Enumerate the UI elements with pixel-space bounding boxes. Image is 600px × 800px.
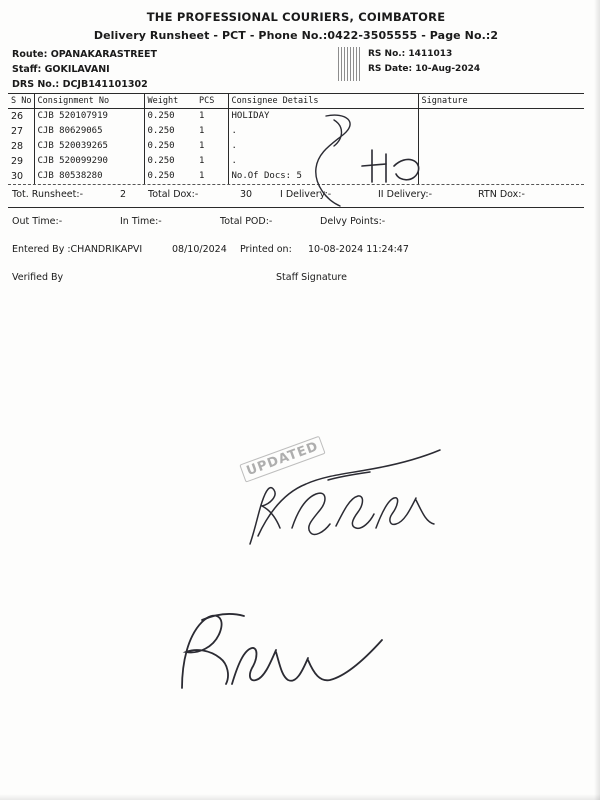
- out-time-label: Out Time:-: [12, 216, 63, 227]
- signature-secondary: [168, 596, 398, 696]
- route-label: Route:: [12, 49, 48, 60]
- verified-by-label: Verified By: [12, 272, 64, 283]
- rs-date-line: [368, 62, 480, 77]
- cell-weight: 0.250: [144, 109, 196, 125]
- cell-consignee: .: [228, 124, 418, 139]
- header-meta: [8, 47, 584, 93]
- staff-value: GOKILAVANI: [44, 64, 110, 75]
- total-runsheet-label: Tot. Runsheet:-: [12, 189, 83, 200]
- cell-weight: 0.250: [144, 139, 196, 154]
- cell-signature: [418, 124, 584, 139]
- cell-sno: 30: [11, 171, 24, 182]
- cell-pcs: 1: [199, 126, 205, 136]
- drs-value: DCJB141101302: [62, 79, 148, 90]
- entered-by-date: 08/10/2024: [172, 244, 227, 255]
- page-subtitle: Delivery Runsheet - PCT - Phone No.:0422-3505555 - Page No.:2: [93, 29, 499, 42]
- table-row: [8, 124, 584, 139]
- table-header-row: [8, 94, 584, 109]
- th-consignee-details: Consignee Details: [228, 94, 418, 109]
- cell-consignee: HOLIDAY: [228, 109, 418, 125]
- th-pcs: PCS: [196, 94, 228, 109]
- cell-sno: 27: [11, 126, 24, 137]
- staff-label: Staff:: [12, 64, 42, 75]
- cell-signature: [418, 139, 584, 154]
- rtn-dox-label: RTN Dox:-: [478, 189, 525, 200]
- printed-on-label: Printed on:: [240, 244, 292, 255]
- cell-pcs: 1: [199, 171, 205, 181]
- verified-row: [8, 272, 584, 290]
- entered-by-label: Entered By :CHANDRIKAPVI: [12, 244, 143, 255]
- i-delivery-label: I Delivery:-: [280, 189, 332, 200]
- total-dox-value: 30: [240, 189, 253, 200]
- cell-consignee: .: [228, 139, 418, 154]
- totals-row: [8, 189, 584, 207]
- drs-line: [12, 77, 157, 92]
- times-row: [8, 216, 584, 234]
- total-runsheet-value: 2: [120, 189, 127, 200]
- updated-stamp: [239, 437, 326, 498]
- th-sno: S No: [8, 94, 34, 109]
- cell-consignment-no: CJB 80629065: [34, 124, 144, 139]
- th-signature: Signature: [418, 94, 584, 109]
- cell-weight: 0.250: [144, 124, 196, 139]
- entered-row: [8, 244, 584, 262]
- divider-solid: [8, 207, 584, 208]
- cell-sno: 29: [11, 156, 24, 167]
- printed-on-value: 10-08-2024 11:24:47: [308, 244, 409, 255]
- cell-weight: 0.250: [144, 154, 196, 169]
- total-pod-label: Total POD:-: [220, 216, 273, 227]
- route-value: OPANAKARASTREET: [50, 49, 158, 60]
- route-line: [12, 47, 157, 62]
- cell-sno: 28: [11, 141, 24, 152]
- cell-consignment-no: CJB 80538280: [34, 169, 144, 184]
- staff-signature-label: Staff Signature: [276, 272, 347, 283]
- cell-sno: 26: [11, 111, 24, 122]
- divider-dashed: [8, 184, 584, 185]
- drs-label: DRS No.:: [12, 79, 60, 90]
- rs-date-label: RS Date:: [368, 64, 413, 74]
- ii-delivery-label: II Delivery:-: [378, 189, 432, 200]
- rs-no-label: RS No.:: [368, 49, 406, 59]
- th-consignment-no: Consignment No: [34, 94, 144, 109]
- cell-consignment-no: CJB 520039265: [34, 139, 144, 154]
- updated-stamp-text: UPDATED: [239, 436, 326, 483]
- cell-pcs: 1: [199, 111, 205, 121]
- table-row: [8, 169, 584, 184]
- rs-no-value: 1411013: [408, 49, 453, 59]
- barcode-smudge: [338, 47, 362, 81]
- cell-signature: [418, 154, 584, 169]
- runsheet-document: [8, 8, 584, 290]
- rs-no-line: [368, 47, 480, 62]
- staff-line: [12, 62, 157, 77]
- runsheet-table: [8, 93, 584, 184]
- docs-count: No.Of Docs: 5: [228, 169, 418, 184]
- cell-consignment-no: CJB 520099290: [34, 154, 144, 169]
- cell-pcs: 1: [199, 141, 205, 151]
- page-title: THE PROFESSIONAL COURIERS, COIMBATORE: [146, 10, 446, 24]
- paper-edge-bottom: [0, 794, 600, 800]
- cell-signature: [418, 169, 584, 184]
- paper-edge-right: [594, 0, 600, 800]
- cell-consignment-no: CJB 520107919: [34, 109, 144, 125]
- cell-signature: [418, 109, 584, 125]
- header-meta-left: [12, 47, 157, 92]
- table-row: [8, 154, 584, 169]
- total-dox-label: Total Dox:-: [148, 189, 199, 200]
- cell-weight: 0.250: [144, 169, 196, 184]
- table-row: [8, 139, 584, 154]
- th-weight: Weight: [144, 94, 196, 109]
- table-row: [8, 109, 584, 125]
- delvy-points-label: Delvy Points:-: [320, 216, 386, 227]
- cell-consignee: .: [228, 154, 418, 169]
- cell-pcs: 1: [199, 156, 205, 166]
- rs-date-value: 10-Aug-2024: [415, 64, 481, 74]
- in-time-label: In Time:-: [120, 216, 162, 227]
- header-meta-right: [368, 47, 480, 77]
